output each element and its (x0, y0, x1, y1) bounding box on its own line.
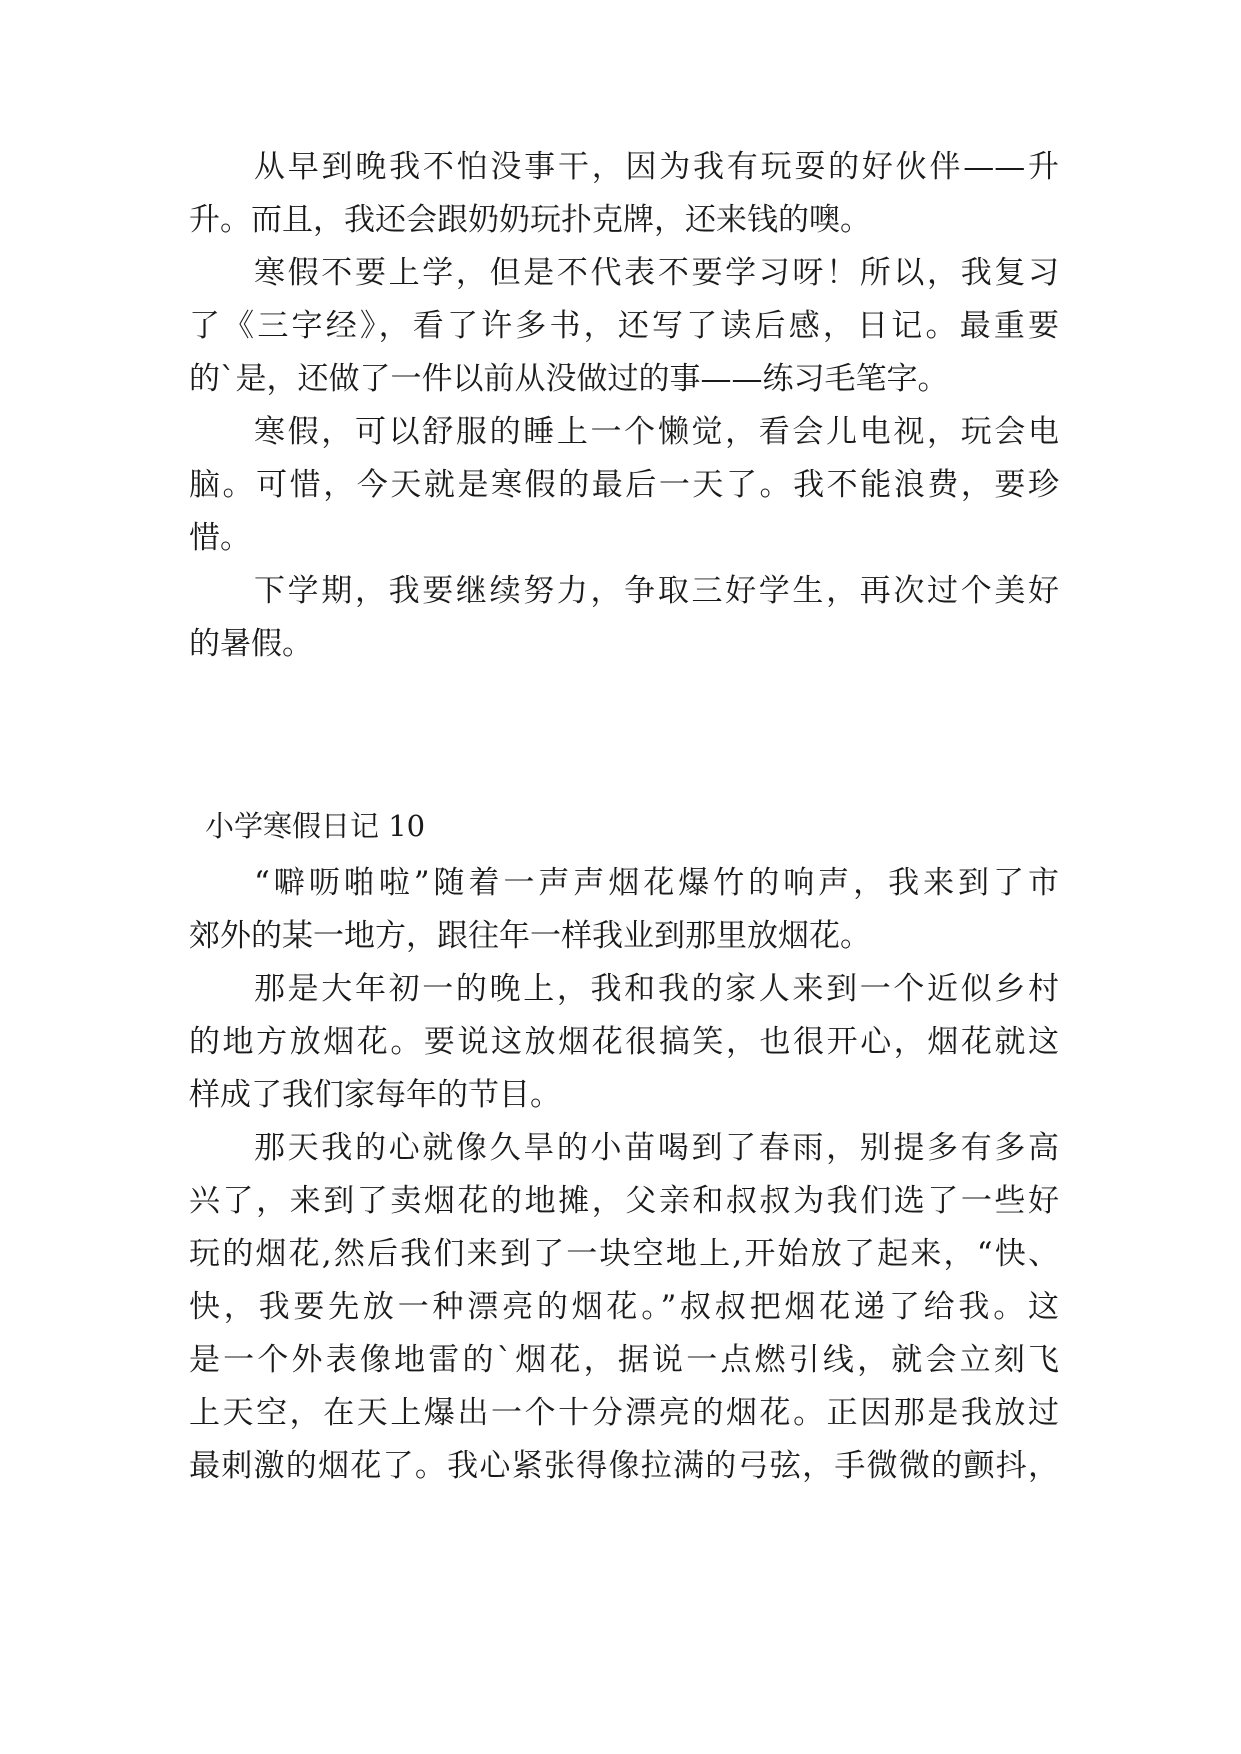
paragraph-line: 了《三字经》，看了许多书，还写了读后感，日记。最重要 (189, 308, 1059, 344)
paragraph-line: “噼呖啪啦”随着一声声烟花爆竹的响声，我来到了市 (254, 865, 1059, 901)
paragraph-line: 上天空，在天上爆出一个十分漂亮的烟花。正因那是我放过 (189, 1395, 1059, 1431)
paragraph-line: 升。而且，我还会跟奶奶玩扑克牌，还来钱的噢。 (189, 202, 871, 238)
paragraph-line: 样成了我们家每年的节目。 (189, 1077, 561, 1113)
paragraph-line: 那是大年初一的晚上，我和我的家人来到一个近似乡村 (254, 971, 1059, 1007)
paragraph-line: 寒假，可以舒服的睡上一个懒觉，看会儿电视，玩会电 (254, 414, 1059, 450)
paragraph-line: 的`是，还做了一件以前从没做过的事——练习毛笔字。 (189, 361, 949, 397)
paragraph-line: 那天我的心就像久旱的小苗喝到了春雨，别提多有多高 (254, 1130, 1059, 1166)
paragraph-line: 的地方放烟花。要说这放烟花很搞笑，也很开心，烟花就这 (189, 1024, 1059, 1060)
paragraph-line: 下学期，我要继续努力，争取三好学生，再次过个美好 (254, 573, 1059, 609)
paragraph-line: 是一个外表像地雷的`烟花，据说一点燃引线，就会立刻飞 (189, 1342, 1059, 1378)
paragraph-line: 脑。可惜，今天就是寒假的最后一天了。我不能浪费，要珍 (189, 467, 1059, 503)
paragraph-line: 郊外的某一地方，跟往年一样我业到那里放烟花。 (189, 918, 871, 954)
paragraph-line: 兴了，来到了卖烟花的地摊，父亲和叔叔为我们选了一些好 (189, 1183, 1059, 1219)
paragraph-line: 的暑假。 (189, 626, 313, 662)
paragraph-line: 寒假不要上学，但是不代表不要学习呀！所以，我复习 (254, 255, 1059, 291)
paragraph-line: 快，我要先放一种漂亮的烟花。”叔叔把烟花递了给我。这 (189, 1289, 1059, 1325)
paragraph-line: 从早到晚我不怕没事干，因为我有玩耍的好伙伴——升 (254, 149, 1059, 185)
section-heading: 小学寒假日记 10 (205, 809, 426, 843)
paragraph-line: 最刺激的烟花了。我心紧张得像拉满的弓弦，手微微的颤抖， (189, 1448, 1059, 1484)
paragraph-line: 惜。 (189, 520, 251, 556)
paragraph-line: 玩的烟花,然后我们来到了一块空地上,开始放了起来，“快、 (189, 1236, 1059, 1272)
